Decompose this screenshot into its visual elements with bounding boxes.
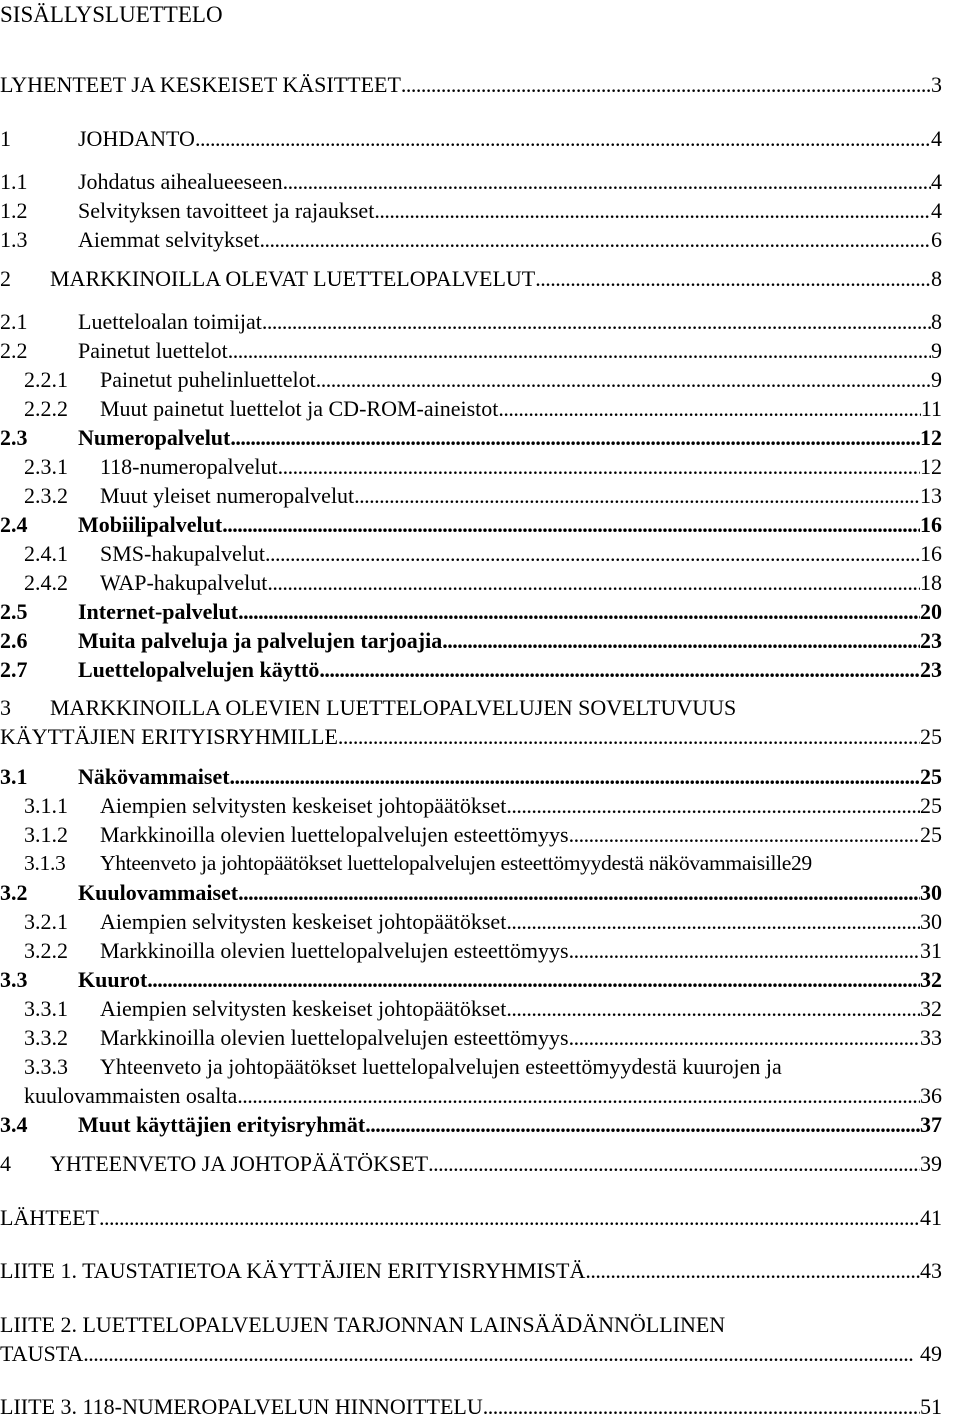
toc-entry-page: 37 <box>920 1112 942 1137</box>
toc-entry-number: 4 <box>0 1151 11 1176</box>
toc-entry-section[interactable] <box>0 336 942 365</box>
toc-entry-appendix[interactable] <box>0 1392 942 1421</box>
toc-entry-section[interactable] <box>0 307 942 336</box>
toc-entry-title-continued: KÄYTTÄJIEN ERITYISRYHMILLE <box>0 724 338 749</box>
toc-leader <box>428 1149 920 1178</box>
toc-entry-page: 16 <box>920 512 942 537</box>
toc-leader <box>262 307 931 336</box>
toc-leader <box>83 1339 920 1368</box>
toc-entry-title: Kuurot <box>78 967 148 992</box>
toc-entry-title: Numeropalvelut <box>78 425 231 450</box>
toc-entry-page: 9 <box>931 338 942 363</box>
toc-entry-title: YHTEENVETO JA JOHTOPÄÄTÖKSET <box>50 1151 429 1176</box>
toc-leader <box>506 994 920 1023</box>
toc-leader <box>147 965 920 994</box>
toc-entry-appendix-line1[interactable] <box>0 1310 725 1339</box>
toc-entry-title: Aiempien selvitysten keskeiset johtopäätökset <box>100 909 507 934</box>
toc-leader <box>238 597 920 626</box>
toc-entry-subsection[interactable] <box>24 365 942 394</box>
toc-leader <box>238 878 920 907</box>
toc-entry-title: Aiempien selvitysten keskeiset johtopäätökset <box>100 793 507 818</box>
toc-entry-number: 3.1.3 <box>24 851 66 875</box>
toc-leader <box>99 1203 920 1232</box>
toc-entry-number: 2.2.1 <box>24 367 68 392</box>
toc-entry-page: 8 <box>931 309 942 334</box>
toc-leader <box>230 762 920 791</box>
toc-entry-page: 23 <box>920 657 942 682</box>
toc-entry-page: 25 <box>920 822 942 847</box>
toc-leader <box>259 225 931 254</box>
toc-entry-title: Aiempien selvitysten keskeiset johtopäätökset <box>100 996 507 1021</box>
toc-entry-page: 25 <box>920 793 942 818</box>
toc-entry-section[interactable] <box>0 965 942 994</box>
toc-leader <box>506 791 920 820</box>
toc-leader <box>283 167 931 196</box>
toc-leader <box>338 722 920 751</box>
toc-leader <box>569 936 920 965</box>
toc-entry-subsection[interactable] <box>24 791 942 820</box>
toc-entry-number: 2.6 <box>0 628 28 653</box>
toc-entry-page: 4 <box>931 126 942 151</box>
toc-entry-back-matter[interactable] <box>0 1203 942 1232</box>
toc-entry-page: 4 <box>931 169 942 194</box>
toc-entry-title: Johdatus aihealueeseen <box>78 169 283 194</box>
toc-entry-number: 2.5 <box>0 599 28 624</box>
toc-entry-page: 32 <box>920 967 942 992</box>
toc-entry-page: 11 <box>920 396 942 421</box>
toc-entry-title: LYHENTEET JA KESKEISET KÄSITTEET <box>0 72 401 97</box>
toc-entry-title: Markkinoilla olevien luettelopalvelujen esteettömyys <box>100 822 569 847</box>
toc-heading: SISÄLLYSLUETTELO <box>0 2 223 27</box>
toc-entry-title: Markkinoilla olevien luettelopalvelujen esteettömyys <box>100 938 569 963</box>
toc-entry-number: 3.4 <box>0 1112 28 1137</box>
toc-leader <box>365 1110 920 1139</box>
toc-entry-title: Muut yleiset numeropalvelut <box>100 483 355 508</box>
toc-leader <box>265 539 920 568</box>
toc-leader <box>278 452 920 481</box>
toc-entry-title: LIITE 2. LUETTELOPALVELUJEN TARJONNAN LAINSÄÄDÄNNÖLLINEN <box>0 1312 726 1337</box>
toc-leader <box>569 820 920 849</box>
toc-entry-title: MARKKINOILLA OLEVAT LUETTELOPALVELUT <box>50 266 536 291</box>
toc-entry-title: 118-numeropalvelut <box>100 454 278 479</box>
toc-entry-page: 3 <box>931 72 942 97</box>
toc-entry-number: 2.4 <box>0 512 28 537</box>
toc-entry-section[interactable] <box>0 225 942 254</box>
toc-entry-number: 2.1 <box>0 309 28 334</box>
toc-entry-number: 3.1.1 <box>24 793 68 818</box>
toc-leader <box>483 1392 920 1421</box>
toc-entry-chapter[interactable] <box>0 722 942 751</box>
toc-entry-number: 2.3.1 <box>24 454 68 479</box>
toc-entry-number: 2.7 <box>0 657 28 682</box>
toc-entry-page: 9 <box>931 367 942 392</box>
toc-entry-title: Luettelopalvelujen käyttö <box>78 657 320 682</box>
toc-entry-title: WAP-hakupalvelut <box>100 570 268 595</box>
toc-entry-page: 31 <box>920 938 942 963</box>
toc-entry-page: 30 <box>920 909 942 934</box>
toc-entry-subsection[interactable] <box>24 994 942 1023</box>
toc-entry-number: 3.3.1 <box>24 996 68 1021</box>
toc-entry-page: 49 <box>920 1341 942 1366</box>
toc-leader <box>442 626 920 655</box>
toc-entry-number: 2.3 <box>0 425 28 450</box>
toc-entry-number: 2 <box>0 266 11 291</box>
toc-entry-section[interactable] <box>0 762 942 791</box>
toc-entry-title: Yhteenveto ja johtopäätökset luettelopalvelujen esteettömyydestä näkövammaisille <box>100 851 791 875</box>
toc-entry-number: 3.2 <box>0 880 28 905</box>
toc-entry-number: 2.3.2 <box>24 483 68 508</box>
toc-entry-page: 32 <box>920 996 942 1021</box>
toc-entry-title: Näkövammaiset <box>78 764 230 789</box>
toc-entry-page: 12 <box>920 454 942 479</box>
toc-entry-page: 41 <box>920 1205 942 1230</box>
toc-entry-subsection-line1[interactable] <box>24 1052 782 1081</box>
toc-entry-title: Kuulovammaiset <box>78 880 239 905</box>
toc-entry-chapter[interactable] <box>0 124 942 153</box>
toc-entry-title: Yhteenveto ja johtopäätökset luettelopalvelujen esteettömyydestä kuurojen ja <box>100 1054 782 1079</box>
toc-entry-page: 4 <box>931 198 942 223</box>
toc-entry-title: Muita palveluja ja palvelujen tarjoajia <box>78 628 443 653</box>
toc-entry-number: 2.4.2 <box>24 570 68 595</box>
toc-entry-section[interactable] <box>0 423 942 452</box>
toc-entry-number: 3.3.2 <box>24 1025 68 1050</box>
toc-entry-appendix[interactable] <box>0 1256 942 1285</box>
toc-entry-page: 29 <box>790 851 812 875</box>
toc-leader <box>585 1256 920 1285</box>
toc-entry-number: 3.2.2 <box>24 938 68 963</box>
toc-leader <box>237 1081 920 1110</box>
toc-entry-page: 25 <box>920 764 942 789</box>
toc-entry-subsection[interactable] <box>24 1023 942 1052</box>
toc-entry-front-matter[interactable] <box>0 70 942 99</box>
toc-leader <box>498 394 920 423</box>
toc-entry-number: 3.3.3 <box>24 1054 68 1079</box>
toc-leader <box>228 336 931 365</box>
toc-leader <box>222 510 920 539</box>
toc-entry-title: Painetut luettelot <box>78 338 228 363</box>
toc-entry-subsection[interactable] <box>24 1081 942 1110</box>
toc-entry-chapter-line1[interactable] <box>0 693 736 722</box>
toc-entry-number: 3.1 <box>0 764 28 789</box>
toc-entry-section[interactable] <box>0 510 942 539</box>
toc-entry-number: 1.2 <box>0 198 28 223</box>
toc-entry-section[interactable] <box>0 878 942 907</box>
toc-entry-page: 6 <box>931 227 942 252</box>
toc-leader <box>401 70 931 99</box>
toc-entry-page: 36 <box>920 1083 942 1108</box>
toc-entry-chapter[interactable] <box>0 264 942 293</box>
toc-entry-title: JOHDANTO <box>78 126 195 151</box>
toc-entry-number: 2.2.2 <box>24 396 68 421</box>
toc-entry-page: 25 <box>920 724 942 749</box>
toc-entry-title-continued: kuulovammaisten osalta <box>24 1083 238 1108</box>
toc-entry-title: Aiemmat selvitykset <box>78 227 260 252</box>
toc-entry-number: 3 <box>0 695 11 720</box>
toc-entry-number: 3.3 <box>0 967 28 992</box>
toc-leader <box>195 124 931 153</box>
toc-entry-title: Muut käyttäjien erityisryhmät <box>78 1112 366 1137</box>
toc-entry-number: 2.2 <box>0 338 28 363</box>
toc-entry-title: Painetut puhelinluettelot <box>100 367 316 392</box>
toc-leader <box>535 264 931 293</box>
toc-entry-chapter[interactable] <box>0 1149 942 1178</box>
toc-leader <box>374 196 931 225</box>
toc-entry-subsection[interactable] <box>24 394 942 423</box>
toc-entry-number: 2.4.1 <box>24 541 68 566</box>
toc-entry-subsection[interactable] <box>24 539 942 568</box>
toc-entry-number: 1 <box>0 126 11 151</box>
toc-entry-title: LIITE 3. 118-NUMEROPALVELUN HINNOITTELU <box>0 1394 483 1419</box>
toc-leader <box>354 481 920 510</box>
toc-leader <box>316 365 931 394</box>
toc-leader <box>506 907 920 936</box>
toc-entry-appendix[interactable] <box>0 1339 942 1368</box>
toc-entry-title: Selvityksen tavoitteet ja rajaukset <box>78 198 375 223</box>
toc-entry-section[interactable] <box>0 1110 942 1139</box>
toc-entry-section[interactable] <box>0 196 942 225</box>
toc-entry-title: Internet-palvelut <box>78 599 239 624</box>
toc-entry-page: 30 <box>920 880 942 905</box>
toc-entry-subsection[interactable] <box>24 936 942 965</box>
toc-entry-page: 23 <box>920 628 942 653</box>
toc-entry-page: 16 <box>920 541 942 566</box>
toc-entry-title-continued: TAUSTA <box>0 1341 84 1366</box>
toc-leader <box>267 568 920 597</box>
toc-entry-title: LÄHTEET <box>0 1205 99 1230</box>
toc-entry-title: Muut painetut luettelot ja CD-ROM-aineistot <box>100 396 499 421</box>
toc-entry-number: 1.1 <box>0 169 28 194</box>
toc-entry-title: LIITE 1. TAUSTATIETOA KÄYTTÄJIEN ERITYISRYHMISTÄ <box>0 1258 586 1283</box>
toc-entry-title: Mobiilipalvelut <box>78 512 223 537</box>
toc-entry-page: 43 <box>920 1258 942 1283</box>
toc-entry-subsection[interactable] <box>24 452 942 481</box>
toc-entry-number: 3.1.2 <box>24 822 68 847</box>
toc-entry-section[interactable] <box>0 167 942 196</box>
toc-entry-subsection[interactable] <box>24 568 942 597</box>
toc-entry-number: 1.3 <box>0 227 28 252</box>
toc-entry-section[interactable] <box>0 597 942 626</box>
toc-entry-subsection[interactable] <box>24 481 942 510</box>
toc-entry-title: MARKKINOILLA OLEVIEN LUETTELOPALVELUJEN SOVELTUVUUS <box>50 695 737 720</box>
toc-entry-subsection[interactable] <box>24 820 942 849</box>
toc-entry-page: 8 <box>931 266 942 291</box>
toc-entry-title: Markkinoilla olevien luettelopalvelujen esteettömyys <box>100 1025 569 1050</box>
toc-entry-section[interactable] <box>0 655 942 684</box>
toc-leader <box>569 1023 920 1052</box>
toc-entry-subsection[interactable] <box>24 849 812 878</box>
toc-entry-page: 20 <box>920 599 942 624</box>
toc-entry-page: 39 <box>920 1151 942 1176</box>
toc-entry-number: 3.2.1 <box>24 909 68 934</box>
toc-entry-page: 33 <box>920 1025 942 1050</box>
toc-leader <box>319 655 920 684</box>
toc-entry-title: Luetteloalan toimijat <box>78 309 262 334</box>
toc-entry-section[interactable] <box>0 626 942 655</box>
toc-leader <box>230 423 920 452</box>
toc-entry-page: 13 <box>920 483 942 508</box>
toc-entry-page: 12 <box>920 425 942 450</box>
toc-entry-page: 51 <box>920 1394 942 1419</box>
toc-entry-subsection[interactable] <box>24 907 942 936</box>
toc-entry-title: SMS-hakupalvelut <box>100 541 265 566</box>
toc-entry-page: 18 <box>920 570 942 595</box>
